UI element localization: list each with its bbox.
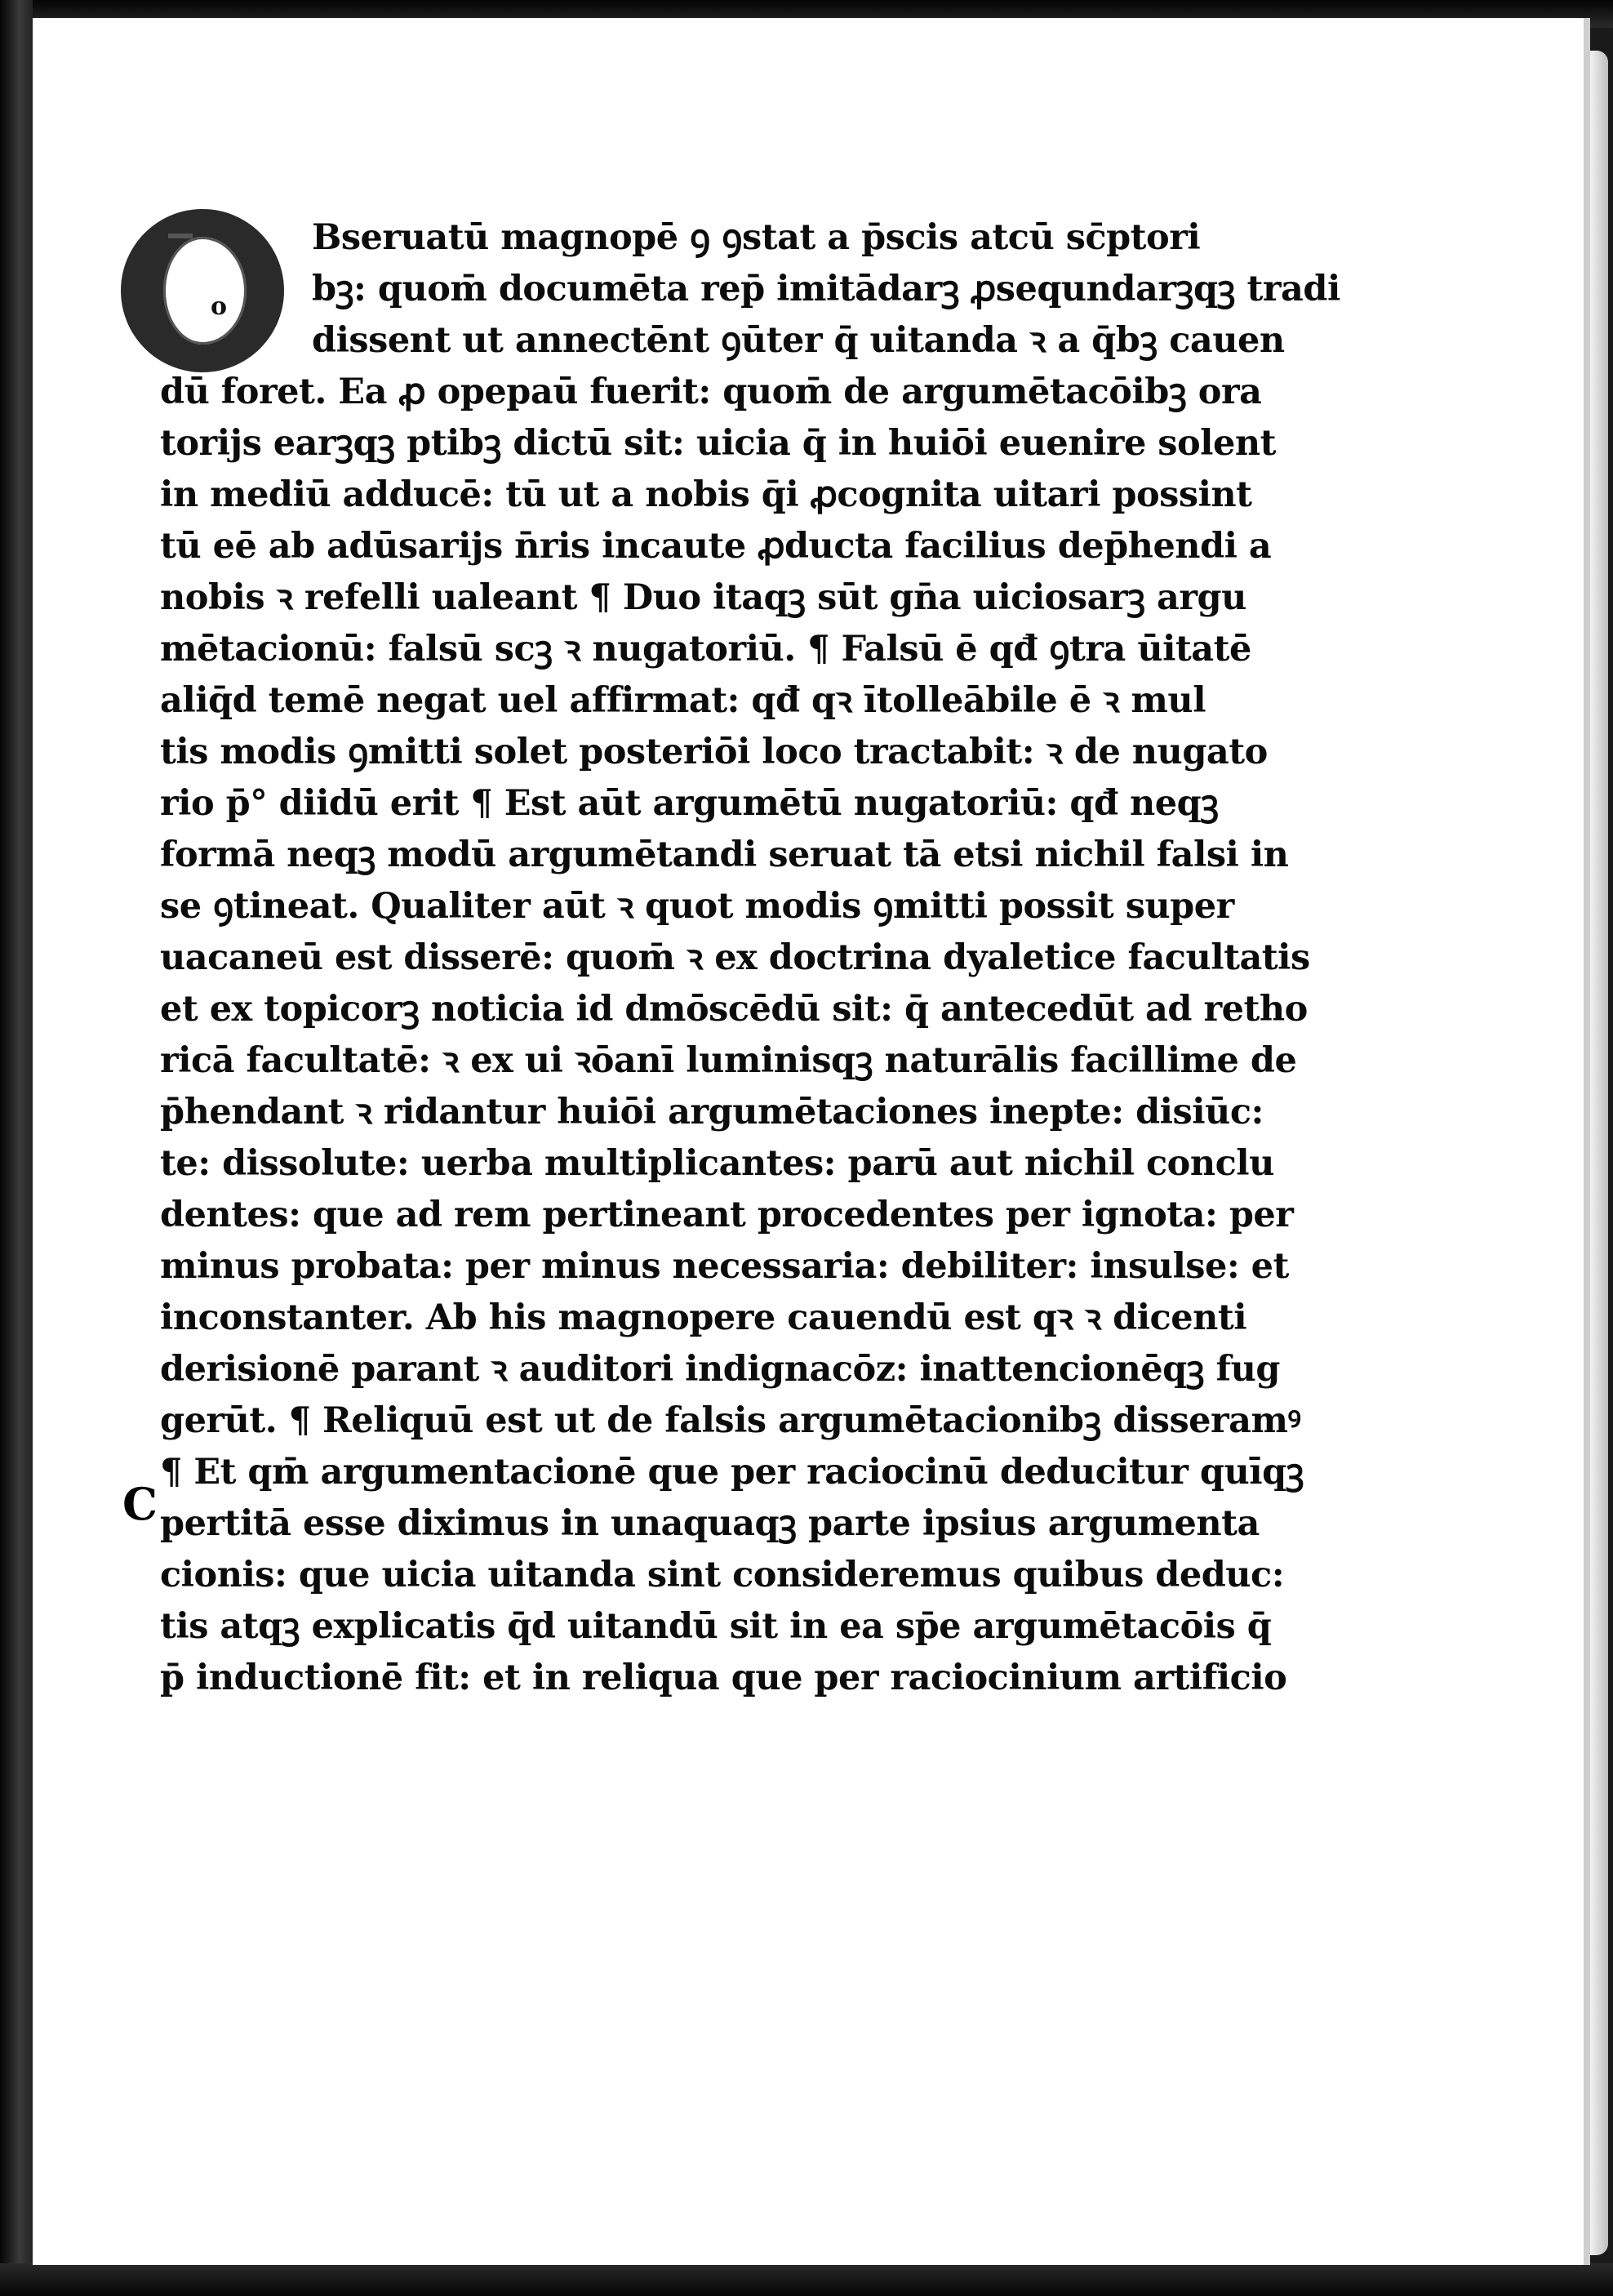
text-column bbox=[160, 212, 1340, 1704]
text-line: et ex topicorꝫ noticia id dmōscēdū sit: q̄ antecedūt ad retho bbox=[160, 989, 1308, 1030]
scan-edge-left bbox=[0, 0, 33, 2296]
text-line: dū foret. Ea ꝓ opepaū fuerit: quom̄ de argumētacōibꝫ ora bbox=[160, 372, 1262, 412]
text-line: Bseruatū magnopē ꝯ ꝯstat a p̄scis atcū sc̄ptori bbox=[312, 217, 1201, 258]
text-line: minus probata: per minus necessaria: debiliter: insulse: et bbox=[160, 1246, 1289, 1287]
scan-edge-bottom bbox=[0, 2263, 1613, 2296]
text-line: nobis ꝛ refelli ualeant ¶ Duo itaqꝫ sūt gn̄a uiciosarꝫ argu bbox=[160, 577, 1246, 618]
text-line: aliq̄d temē negat uel affirmat: qđ qꝛ ītolleābile ē ꝛ mul bbox=[160, 680, 1206, 721]
text-line: mētacionū: falsū scꝫ ꝛ nugatoriū. ¶ Falsū ē qđ ꝯtra ūitatē bbox=[160, 629, 1251, 670]
text-line: uacaneū est disserē: quom̄ ꝛ ex doctrina dyaletice facultatis bbox=[160, 937, 1310, 978]
text-line: torijs earꝫqꝫ ptibꝫ dictū sit: uicia q̄ in huiōi euenire solent bbox=[160, 423, 1276, 464]
text-line: inconstanter. Ab his magnopere cauendū est qꝛ ꝛ dicenti bbox=[160, 1297, 1247, 1338]
text-line: tū eē ab adūsarijs n̄ris incaute ꝓducta facilius dep̄hendi a bbox=[160, 526, 1272, 567]
text-line: p̄hendant ꝛ ridantur huiōi argumētaciones inepte: disiūc: bbox=[160, 1092, 1264, 1132]
marginal-paragraph-mark: C bbox=[122, 1478, 158, 1530]
text-line: p̄ inductionē fit: et in reliqua que per raciocinium artificio bbox=[160, 1657, 1287, 1698]
initial-guide-letter: o bbox=[211, 292, 228, 321]
text-line: bꝫ: quom̄ documēta rep̄ imitādarꝫ ꝓsequndarꝫqꝫ tradi bbox=[312, 269, 1340, 309]
text-line: ¶ Et qm̄ argumentacionē que per raciocinū deducitur quīqꝫ bbox=[160, 1452, 1304, 1493]
text-line: se ꝯtineat. Qualiter aūt ꝛ quot modis ꝯmitti possit super bbox=[160, 886, 1234, 927]
page-edge-curl bbox=[1590, 51, 1608, 2255]
text-line: formā neqꝫ modū argumētandi seruat tā etsi nichil falsi in bbox=[160, 834, 1289, 875]
text-line: te: dissolute: uerba multiplicantes: parū aut nichil conclu bbox=[160, 1143, 1274, 1184]
text-line: in mediū adducē: tū ut a nobis q̄i ꝓcognita uitari possint bbox=[160, 474, 1252, 515]
text-line: cionis: que uicia uitanda sint consideremus quibus deduc: bbox=[160, 1555, 1285, 1595]
text-line: derisionē parant ꝛ auditori indignacōz: inattencionēqꝫ fug bbox=[160, 1349, 1280, 1390]
text-line: ricā facultatē: ꝛ ex ui ꝛōanī luminisqꝫ naturālis facillime de bbox=[160, 1040, 1297, 1081]
text-line: gerūt. ¶ Reliquū est ut de falsis argumētacionibꝫ disseramꝰ bbox=[160, 1400, 1301, 1441]
text-line: rio p̄° diidū erit ¶ Est aūt argumētū nugatoriū: qđ neqꝫ bbox=[160, 783, 1219, 824]
text-line: dissent ut annectēnt ꝯūter q̄ uitanda ꝛ a q̄bꝫ cauen bbox=[312, 320, 1285, 361]
text-line: tis atqꝫ explicatis q̄d uitandū sit in ea sp̄e argumētacōis q̄ bbox=[160, 1606, 1272, 1647]
text-line: dentes: que ad rem pertineant procedentes per ignota: per bbox=[160, 1195, 1294, 1235]
text-line: tis modis ꝯmitti solet posteriōi loco tractabit: ꝛ de nugato bbox=[160, 732, 1268, 772]
text-line: pertitā esse diximus in unaquaqꝫ parte ipsius argumenta bbox=[160, 1503, 1260, 1544]
